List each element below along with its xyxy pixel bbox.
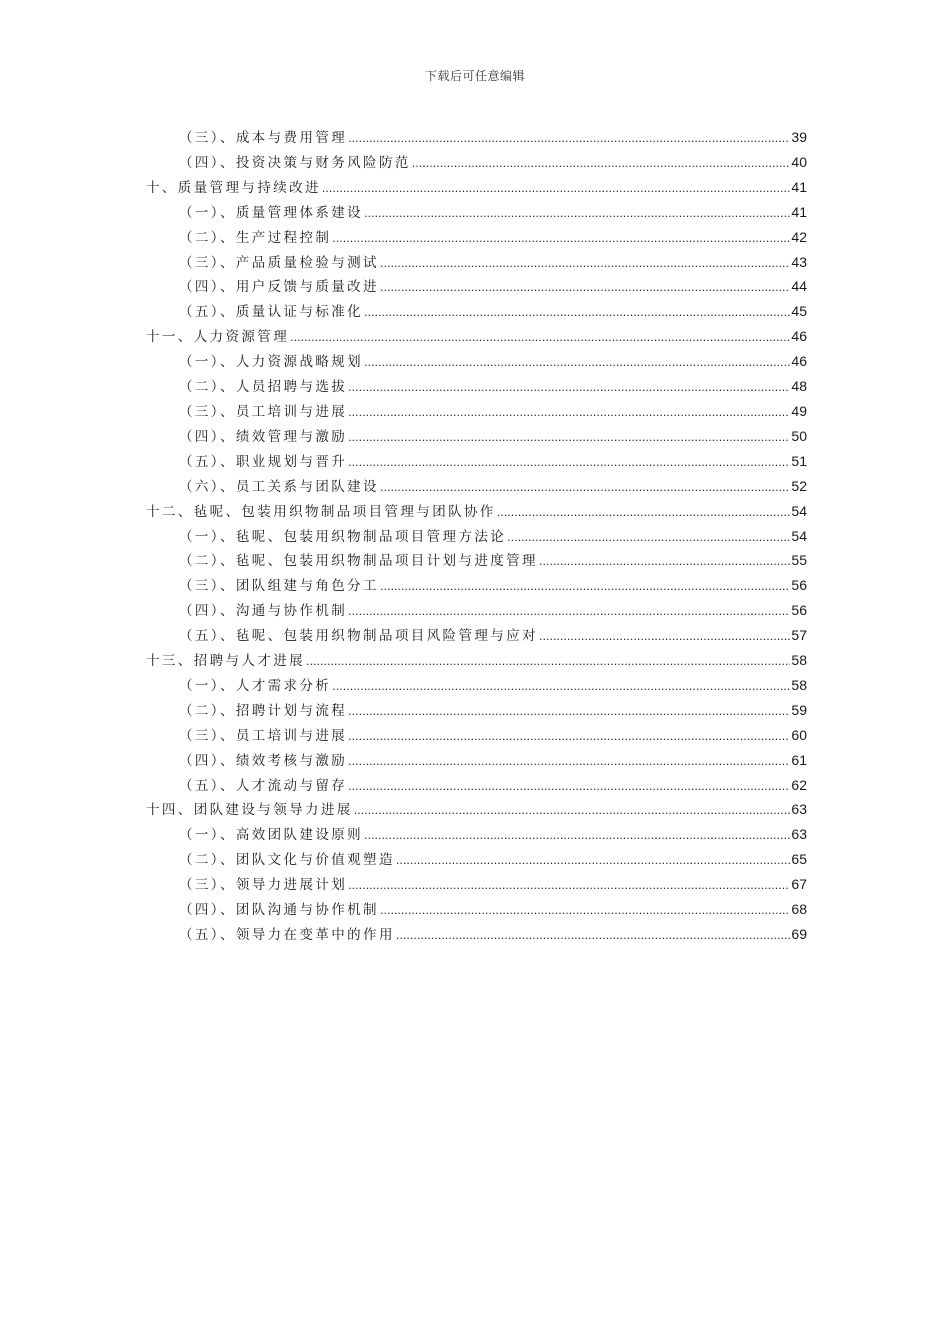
toc-page-number: 68 (791, 901, 807, 918)
toc-section-entry[interactable] (146, 374, 807, 399)
toc-dot-leader (348, 376, 790, 401)
toc-dot-leader (364, 824, 790, 849)
toc-dot-leader (348, 127, 790, 152)
toc-dot-leader (364, 202, 790, 227)
toc-page-number: 48 (791, 378, 807, 395)
toc-entry-title: （四）、绩效考核与激励 (179, 752, 348, 769)
toc-section-entry[interactable] (146, 673, 807, 698)
toc-entry-title: （三）、领导力进展计划 (179, 877, 348, 894)
toc-dot-leader (348, 750, 790, 775)
toc-section-entry[interactable] (146, 822, 807, 847)
toc-page-number: 63 (791, 801, 807, 818)
toc-entry-title: （五）、人才流动与留存 (179, 777, 348, 794)
toc-dot-leader (290, 326, 790, 351)
toc-page-number: 40 (791, 153, 807, 170)
toc-entry-title: （四）、沟通与协作机制 (179, 603, 348, 620)
toc-dot-leader (348, 426, 790, 451)
toc-entry-title: 十一、人力资源管理 (146, 329, 290, 346)
toc-page-number: 49 (791, 402, 807, 419)
toc-dot-leader (306, 650, 790, 675)
toc-section-entry[interactable] (146, 922, 807, 947)
toc-section-entry[interactable] (146, 748, 807, 773)
toc-dot-leader (364, 351, 790, 376)
toc-page-number: 39 (791, 129, 807, 145)
toc-entry-title: （一）、人才需求分析 (179, 677, 332, 694)
toc-chapter-entry[interactable] (146, 499, 807, 524)
toc-dot-leader (412, 152, 791, 177)
toc-section-entry[interactable] (146, 274, 807, 299)
toc-dot-leader (507, 526, 790, 551)
toc-entry-title: （一）、质量管理体系建设 (179, 204, 364, 221)
toc-section-entry[interactable] (146, 598, 807, 623)
toc-page-number: 54 (791, 502, 807, 519)
toc-entry-title: （一）、高效团队建设原则 (179, 827, 364, 844)
toc-entry-title: （五）、领导力在变革中的作用 (179, 927, 395, 943)
toc-dot-leader (332, 675, 790, 700)
toc-dot-leader (396, 924, 791, 949)
toc-dot-leader (380, 252, 790, 277)
toc-page-number: 45 (791, 303, 807, 320)
toc-page-number: 63 (791, 826, 807, 843)
toc-dot-leader (354, 799, 791, 824)
toc-section-entry[interactable] (146, 872, 807, 897)
toc-page-number: 69 (791, 926, 807, 942)
toc-section-entry[interactable] (146, 698, 807, 723)
toc-page-number: 43 (791, 253, 807, 270)
toc-dot-leader (348, 700, 790, 725)
toc-entry-title: （五）、职业规划与晋升 (179, 453, 348, 470)
toc-entry-title: （二）、生产过程控制 (179, 229, 332, 246)
toc-dot-leader (380, 276, 790, 301)
toc-section-entry[interactable] (146, 299, 807, 324)
toc-entry-title: （四）、绩效管理与激励 (179, 428, 348, 445)
toc-page-number: 46 (791, 328, 807, 345)
toc-section-entry[interactable] (146, 773, 807, 798)
toc-entry-title: （三）、产品质量检验与测试 (179, 254, 379, 271)
toc-entry-title: （一）、人力资源战略规划 (179, 354, 364, 371)
toc-page-number: 46 (791, 353, 807, 370)
toc-section-entry[interactable] (146, 125, 807, 150)
toc-dot-leader (348, 725, 790, 750)
toc-page-number: 44 (791, 278, 807, 295)
toc-chapter-entry[interactable] (146, 648, 807, 673)
toc-page-number: 52 (791, 477, 807, 494)
toc-section-entry[interactable] (146, 200, 807, 225)
toc-entry-title: （四）、用户反馈与质量改进 (179, 279, 379, 296)
toc-entry-title: （六）、员工关系与团队建设 (179, 478, 379, 495)
toc-page-number: 41 (791, 178, 807, 195)
toc-entry-title: 十三、招聘与人才进展 (146, 653, 305, 670)
toc-page-number: 57 (791, 627, 807, 644)
toc-section-entry[interactable] (146, 250, 807, 275)
toc-dot-leader (364, 301, 790, 326)
page-header: 下载后可任意编辑 (424, 69, 525, 83)
toc-entry-title: （四）、团队沟通与协作机制 (179, 902, 379, 919)
toc-dot-leader (322, 177, 791, 202)
toc-entry-title: （三）、员工培训与进展 (179, 727, 348, 744)
toc-page-number: 50 (791, 427, 807, 444)
toc-section-entry[interactable] (146, 399, 807, 424)
toc-entry-title: （五）、质量认证与标准化 (179, 304, 364, 321)
toc-dot-leader (539, 625, 790, 650)
toc-page-number: 56 (791, 577, 807, 594)
toc-section-entry[interactable] (146, 723, 807, 748)
toc-page-number: 62 (791, 776, 807, 793)
toc-chapter-entry[interactable] (146, 175, 807, 200)
toc-page-number: 67 (791, 876, 807, 893)
toc-page-number: 61 (791, 751, 807, 768)
toc-page-number: 59 (791, 701, 807, 718)
toc-dot-leader (332, 227, 790, 252)
toc-section-entry[interactable] (146, 524, 807, 549)
toc-dot-leader (539, 550, 790, 575)
toc-section-entry[interactable] (146, 623, 807, 648)
toc-dot-leader (348, 874, 790, 899)
toc-page-number: 41 (791, 203, 807, 220)
toc-page-number: 58 (791, 652, 807, 669)
toc-entry-title: （二）、毡呢、包装用织物制品项目计划与进度管理 (179, 553, 538, 570)
toc-entry-title: （三）、团队组建与角色分工 (179, 578, 379, 595)
table-of-contents (146, 125, 807, 947)
toc-dot-leader (348, 775, 790, 800)
toc-page-number: 60 (791, 726, 807, 743)
toc-dot-leader (497, 501, 791, 526)
toc-dot-leader (380, 575, 790, 600)
toc-dot-leader (348, 600, 790, 625)
toc-section-entry[interactable] (146, 474, 807, 499)
toc-dot-leader (396, 849, 791, 874)
toc-entry-title: （二）、人员招聘与选拔 (179, 379, 348, 396)
toc-entry-title: （三）、成本与费用管理 (179, 130, 348, 146)
toc-page-number: 51 (791, 452, 807, 469)
toc-section-entry[interactable] (146, 349, 807, 374)
toc-entry-title: （五）、毡呢、包装用织物制品项目风险管理与应对 (179, 628, 538, 645)
toc-dot-leader (348, 401, 790, 426)
toc-section-entry[interactable] (146, 847, 807, 872)
toc-dot-leader (348, 451, 790, 476)
toc-page-number: 54 (791, 527, 807, 544)
toc-section-entry[interactable] (146, 449, 807, 474)
toc-page-number: 65 (791, 851, 807, 868)
toc-entry-title: （一）、毡呢、包装用织物制品项目管理方法论 (179, 528, 507, 545)
toc-page-number: 55 (791, 552, 807, 569)
toc-entry-title: 十四、团队建设与领导力进展 (146, 802, 353, 819)
toc-section-entry[interactable] (146, 897, 807, 922)
toc-section-entry[interactable] (146, 548, 807, 573)
toc-section-entry[interactable] (146, 150, 807, 175)
toc-section-entry[interactable] (146, 424, 807, 449)
toc-entry-title: （二）、招聘计划与流程 (179, 702, 348, 719)
toc-page-number: 42 (791, 228, 807, 245)
toc-entry-title: （三）、员工培训与进展 (179, 403, 348, 420)
toc-entry-title: （四）、投资决策与财务风险防范 (179, 154, 411, 171)
toc-chapter-entry[interactable] (146, 324, 807, 349)
toc-entry-title: 十二、毡呢、包装用织物制品项目管理与团队协作 (146, 503, 496, 520)
toc-section-entry[interactable] (146, 225, 807, 250)
toc-chapter-entry[interactable] (146, 797, 807, 822)
toc-dot-leader (380, 899, 790, 924)
toc-dot-leader (380, 476, 790, 501)
toc-entry-title: 十、质量管理与持续改进 (146, 179, 321, 196)
toc-page-number: 58 (791, 676, 807, 693)
toc-section-entry[interactable] (146, 573, 807, 598)
toc-entry-title: （二）、团队文化与价值观塑造 (179, 852, 395, 869)
toc-page-number: 56 (791, 602, 807, 619)
